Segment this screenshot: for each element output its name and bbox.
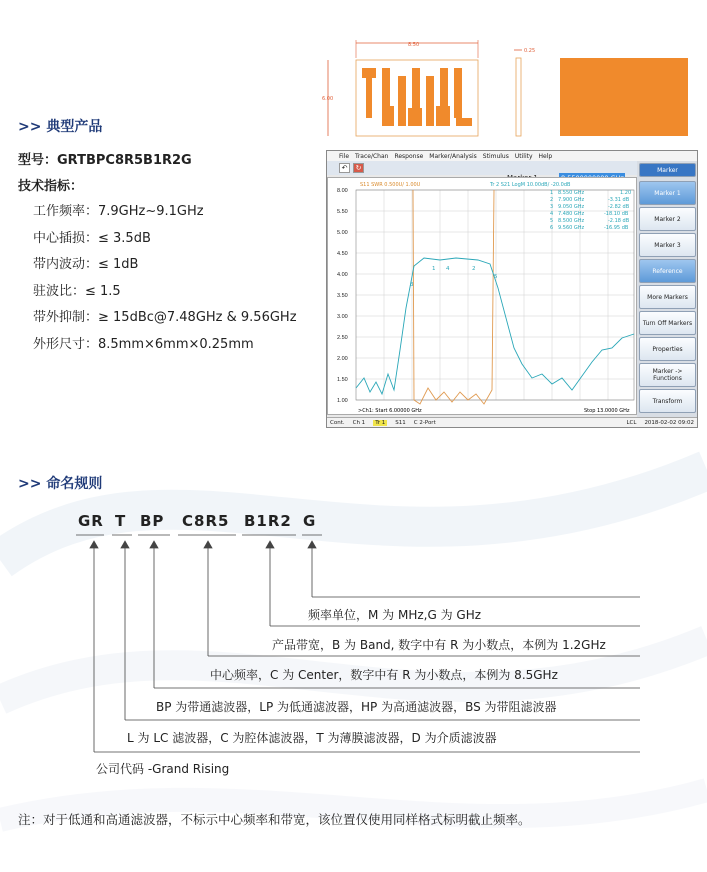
desc-center-freq: 中心频率，C 为 Center，数字中有 R 为小数点，本例为 8.5GHz: [210, 668, 558, 682]
desc-freq-unit: 频率单位，M 为 MHz,G 为 GHz: [308, 608, 482, 622]
menu-response[interactable]: Response: [394, 152, 424, 160]
softkey-functions[interactable]: Marker -> Functions: [639, 363, 696, 387]
y-tick: 8.00: [337, 188, 348, 194]
dim-thickness-label: 0.25: [524, 48, 536, 54]
dim-width-label: 8.50: [408, 42, 420, 48]
svg-text:-2.18 dB: -2.18 dB: [608, 218, 630, 224]
svg-text:4: 4: [446, 266, 450, 272]
spec-frequency: 工作频率：7.9GHz~9.1GHz: [33, 204, 204, 219]
naming-part-g: G: [303, 512, 317, 530]
softkey-turn-off[interactable]: Turn Off Markers: [639, 311, 696, 335]
model-number: 型号：GRTBPC8R5B1R2G: [18, 153, 192, 168]
svg-text:2: 2: [472, 266, 476, 272]
svg-text:3: 3: [410, 282, 414, 288]
marker-row: 4: [550, 211, 554, 217]
status-cont: Cont.: [330, 419, 345, 426]
undo-icon[interactable]: ↶: [339, 163, 350, 173]
softkey-more-markers[interactable]: More Markers: [639, 285, 696, 309]
y-tick: 2.00: [337, 356, 348, 362]
y-tick: 4.50: [337, 251, 348, 257]
start-freq: >Ch1: Start 6.00000 GHz: [358, 408, 422, 414]
menu-stimulus[interactable]: Stimulus: [482, 152, 509, 160]
softkey-properties[interactable]: Properties: [639, 337, 696, 361]
desc-company: 公司代码 -Grand Rising: [96, 762, 230, 776]
menu-marker[interactable]: Marker/Analysis: [429, 152, 477, 160]
svg-text:-3.31 dB: -3.31 dB: [608, 197, 630, 203]
section-title-naming: >> 命名规则: [18, 476, 103, 492]
svg-text:7.480 GHz: 7.480 GHz: [558, 211, 585, 217]
softkey-header: Marker: [639, 163, 696, 177]
desc-filter-type: BP 为带通滤波器，LP 为低通滤波器，HP 为高通滤波器，BS 为带阻滤波器: [156, 700, 557, 714]
svg-text:1: 1: [432, 266, 436, 272]
status-port: C 2-Port: [413, 419, 436, 426]
status-s11: S11: [395, 419, 406, 426]
status-tr: Tr 1: [375, 419, 386, 426]
y-tick: 4.00: [337, 272, 348, 278]
y-tick: 5.50: [337, 209, 348, 215]
marker-row: 2: [550, 197, 554, 203]
status-time: 2018-02-02 09:02: [644, 419, 694, 426]
marker-row: 3: [550, 204, 554, 210]
y-tick: 2.50: [337, 335, 348, 341]
section-title-products: >> 典型产品: [18, 119, 103, 135]
marker-row: 6: [550, 225, 554, 231]
svg-text:7.900 GHz: 7.900 GHz: [558, 197, 585, 203]
softkey-transform[interactable]: Transform: [639, 389, 696, 413]
spec-dimensions: 外形尺寸：8.5mm×6mm×0.25mm: [33, 337, 254, 352]
svg-text:9.050 GHz: 9.050 GHz: [558, 204, 585, 210]
svg-text:-16.95 dB: -16.95 dB: [604, 225, 629, 231]
dim-height-label: 6.00: [322, 96, 334, 102]
desc-bandwidth: 产品带宽，B 为 Band, 数字中有 R 为小数点，本例为 1.2GHz: [272, 638, 606, 652]
marker-row: 1: [550, 190, 554, 196]
desc-tech: L 为 LC 滤波器，C 为腔体滤波器，T 为薄膜滤波器，D 为介质滤波器: [127, 731, 497, 745]
spec-heading: 技术指标：: [18, 179, 84, 194]
status-lcl: LCL: [626, 419, 637, 426]
record-icon[interactable]: ↻: [353, 163, 364, 173]
svg-text:-18.10 dB: -18.10 dB: [604, 211, 629, 217]
footnote: 注：对于低通和高通滤波器，不标示中心频率和带宽，该位置仅使用同样格式标明截止频率。: [18, 812, 531, 827]
menu-utility[interactable]: Utility: [514, 152, 533, 160]
y-tick: 5.00: [337, 230, 348, 236]
svg-text:9.560 GHz: 9.560 GHz: [558, 225, 585, 231]
marker-row: 5: [550, 218, 554, 224]
softkey-marker2[interactable]: Marker 2: [639, 207, 696, 231]
softkey-reference[interactable]: Reference: [639, 259, 696, 283]
spec-insertion-loss: 中心插损：≤ 3.5dB: [33, 231, 151, 246]
spec-vswr: 驻波比：≤ 1.5: [33, 284, 121, 299]
naming-part-c8r5: C8R5: [182, 512, 230, 530]
trace2-label: Tr 2 S21 LogM 10.00dB/ -20.0dB: [490, 182, 571, 188]
svg-text:8.550 GHz: 8.550 GHz: [558, 190, 585, 196]
menu-help[interactable]: Help: [538, 152, 553, 160]
trace1-label: S11 SWR 0.500U/ 1.00U: [360, 182, 421, 188]
status-ch: Ch 1: [352, 419, 366, 426]
y-tick: 3.50: [337, 293, 348, 299]
y-tick: 1.50: [337, 377, 348, 383]
spec-rejection: 带外抑制：≥ 15dBc@7.48GHz & 9.56GHz: [33, 310, 297, 325]
y-tick: 1.00: [337, 398, 348, 404]
y-tick: 3.00: [337, 314, 348, 320]
svg-text:-2.82 dB: -2.82 dB: [608, 204, 630, 210]
naming-part-gr: GR: [78, 512, 104, 530]
menu-file[interactable]: File: [339, 152, 350, 160]
svg-text:5: 5: [494, 274, 498, 280]
spec-ripple: 带内波动：≤ 1dB: [33, 257, 139, 272]
menu-trace[interactable]: Trace/Chan: [355, 152, 389, 160]
naming-part-t: T: [115, 512, 127, 530]
softkey-marker3[interactable]: Marker 3: [639, 233, 696, 257]
svg-text:8.500 GHz: 8.500 GHz: [558, 218, 585, 224]
svg-text:1.20: 1.20: [620, 190, 632, 196]
naming-part-b1r2: B1R2: [244, 512, 292, 530]
naming-part-bp: BP: [140, 512, 165, 530]
softkey-marker1[interactable]: Marker 1: [639, 181, 696, 205]
stop-freq: Stop 13.0000 GHz: [584, 408, 630, 414]
